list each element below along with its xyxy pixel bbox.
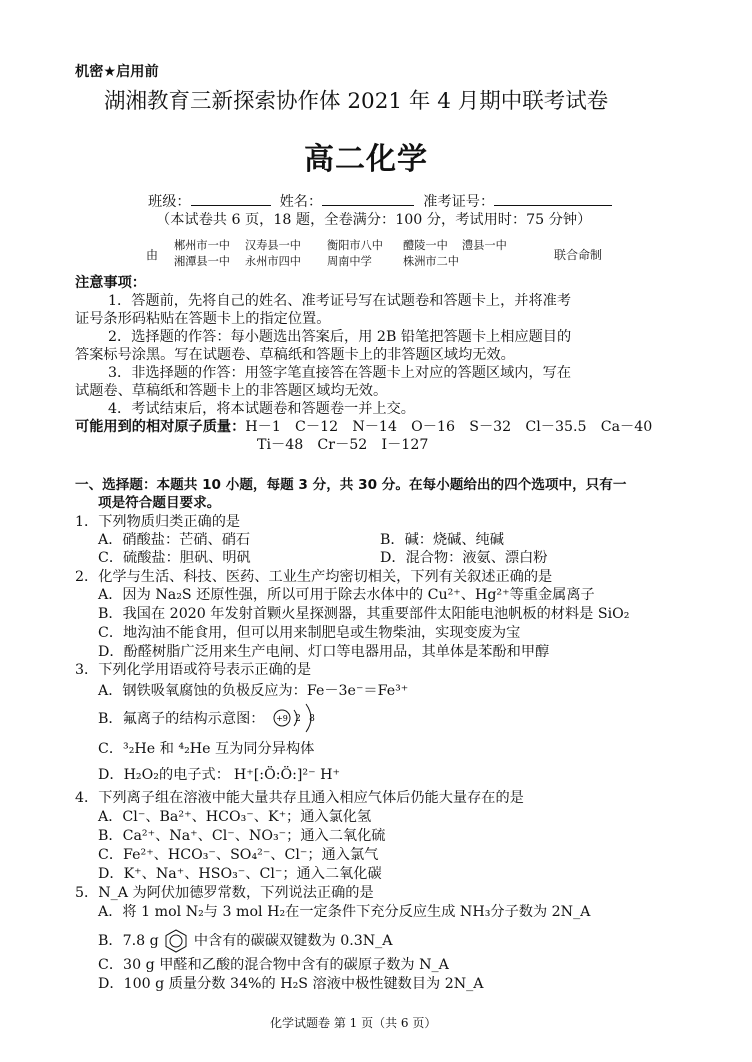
- q4-stem: 4．下列离子组在溶液中能大量共存且通入相应气体后仍能大量存在的是: [75, 790, 524, 806]
- notice-item: 1．答题前，先将自己的姓名、准考证号写在试题卷和答题卡上，并将准考: [108, 293, 572, 309]
- q3-option-b: B．氟离子的结构示意图：: [98, 711, 265, 727]
- secret-label: 机密★启用前: [75, 64, 159, 80]
- q5-option-b-suffix: 中含有的碳碳双键数为 0.3N_A: [193, 933, 393, 949]
- notice-item: 2．选择题的作答：每小题选出答案后，用 2B 铅笔把答题卡上相应题目的: [108, 329, 572, 345]
- section-1-title: 一、选择题：本题共 10 小题，每题 3 分，共 30 分。在每小题给出的四个选项中，只有一: [75, 477, 627, 493]
- q3-option-d-text: D．H₂O₂的电子式：: [98, 767, 230, 783]
- q3-option-d: [98, 766, 340, 784]
- school: 株洲市二中: [403, 255, 459, 268]
- q5-stem: 5．N_A 为阿伏加德罗常数，下列说法正确的是: [75, 885, 374, 901]
- notice-item: 4．考试结束后，将本试题卷和答题卷一并上交。: [108, 401, 415, 417]
- school: 湘潭县一中: [174, 255, 230, 268]
- q5-option-a: A．将 1 mol N₂与 3 mol H₂在一定条件下充分反应生成 NH₃分子数为 2N_A: [98, 904, 591, 920]
- q1-option-c: C．硫酸盐：胆矾、明矾: [98, 550, 251, 566]
- q3-option-c: C．³₂He 和 ⁴₂He 互为同分异构体: [98, 741, 315, 757]
- q3-stem: 3．下列化学用语或符号表示正确的是: [75, 662, 312, 678]
- q5-option-b-prefix: B．7.8 g: [98, 933, 159, 949]
- name-blank: [322, 193, 414, 206]
- page-footer: 化学试题卷 第 1 页（共 6 页）: [270, 1016, 437, 1030]
- class-blank: [191, 193, 271, 206]
- q2-option-a: A．因为 Na₂S 还原性强，所以可用于除去水体中的 Cu²⁺、Hg²⁺等重金属离子: [98, 587, 595, 603]
- q1-option-a: A．硝酸盐：芒硝、硝石: [98, 532, 251, 548]
- schools-joint: 联合命制: [554, 248, 603, 262]
- atomic-masses-label: 可能用到的相对原子质量：: [75, 419, 246, 435]
- exam-title: 湖湘教育三新探索协作体 2021 年 4 月期中联考试卷: [104, 89, 609, 114]
- shell-2-count: 8: [309, 714, 315, 724]
- atomic-masses-line-1: [75, 418, 652, 436]
- class-label: 班级：: [148, 194, 191, 210]
- school: 醴陵一中: [403, 239, 448, 252]
- shell-1-count: 2: [295, 714, 301, 724]
- q1-option-b: B．碱：烧碱、纯碱: [380, 532, 504, 548]
- schools-by: 由: [146, 248, 159, 262]
- nucleus-label: +9: [276, 714, 288, 723]
- atomic-masses-values: H－1 C－12 N－14 O－16 S－32 Cl－35.5 Ca－40: [245, 419, 653, 435]
- q5-option-c: C．30 g 甲醛和乙酸的混合物中含有的碳原子数为 N_A: [98, 957, 449, 973]
- atomic-masses-line-2: Ti－48 Cr－52 I－127: [257, 437, 429, 453]
- schools-row-1: [174, 238, 507, 254]
- school: 周南中学: [327, 255, 372, 268]
- notice-item: 证号条形码粘贴在答题卡上的指定位置。: [75, 311, 331, 327]
- q4-option-d: D．K⁺、Na⁺、HSO₃⁻、Cl⁻；通入二氧化碳: [98, 866, 382, 882]
- q5-option-d: D．100 g 质量分数 34%的 H₂S 溶液中极性键数目为 2N_A: [98, 976, 484, 992]
- q2-option-b: B．我国在 2020 年发射首颗火星探测器，其重要部件太阳能电池帆板的材料是 SiO₂: [98, 606, 630, 622]
- q2-stem: 2．化学与生活、科技、医药、工业生产均密切相关，下列有关叙述正确的是: [75, 569, 553, 585]
- school: 汉寿县一中: [245, 239, 301, 252]
- q1-option-d: D．混合物：液氨、漂白粉: [380, 550, 548, 566]
- q2-option-c: C．地沟油不能食用，但可以用来制肥皂或生物柴油，实现变废为宝: [98, 625, 521, 641]
- school: 澧县一中: [462, 239, 507, 252]
- info-line: [148, 193, 612, 211]
- h2o2-electron-formula: H⁺[:Ö:Ö:]²⁻ H⁺: [233, 767, 340, 783]
- school: 郴州市一中: [174, 239, 230, 252]
- q1-stem: 1．下列物质归类正确的是: [75, 514, 241, 530]
- q3-option-a: A．钢铁吸氧腐蚀的负极反应为：Fe－3e⁻＝Fe³⁺: [98, 683, 409, 699]
- fluoride-ion-diagram: [270, 700, 330, 736]
- benzene-ring-icon: [163, 928, 189, 954]
- q4-option-b: B．Ca²⁺、Na⁺、Cl⁻、NO₃⁻；通入二氧化硫: [98, 828, 386, 844]
- q2-option-d: D．酚醛树脂广泛用来生产电闸、灯口等电器用品，其单体是苯酚和甲醇: [98, 644, 550, 660]
- notice-item: 试题卷、草稿纸和答题卡上的非答题区域均无效。: [75, 383, 388, 399]
- notice-item: 答案标号涂黑。写在试题卷、草稿纸和答题卡上的非答题区域均无效。: [75, 347, 515, 363]
- subject-title: 高二化学: [304, 142, 428, 177]
- exam-note: （本试卷共 6 页，18 题，全卷满分：100 分，考试用时：75 分钟）: [156, 212, 592, 228]
- q4-option-a: A．Cl⁻、Ba²⁺、HCO₃⁻、K⁺；通入氯化氢: [98, 809, 372, 825]
- q4-option-c: C．Fe²⁺、HCO₃⁻、SO₄²⁻、Cl⁻；通入氯气: [98, 847, 379, 863]
- schools-row-2: [174, 254, 459, 270]
- school: 衡阳市八中: [327, 239, 383, 252]
- school: 永州市四中: [245, 255, 301, 268]
- section-1-title-cont: 项是符合题目要求。: [98, 495, 221, 511]
- name-label: 姓名：: [279, 194, 323, 210]
- q5-option-b: [98, 928, 393, 954]
- notice-title: 注意事项：: [75, 275, 146, 291]
- exam-no-blank: [494, 193, 612, 206]
- notice-item: 3．非选择题的作答：用签字笔直接答在答题卡上对应的答题区域内，写在: [108, 365, 572, 381]
- exam-no-label: 准考证号：: [423, 194, 495, 210]
